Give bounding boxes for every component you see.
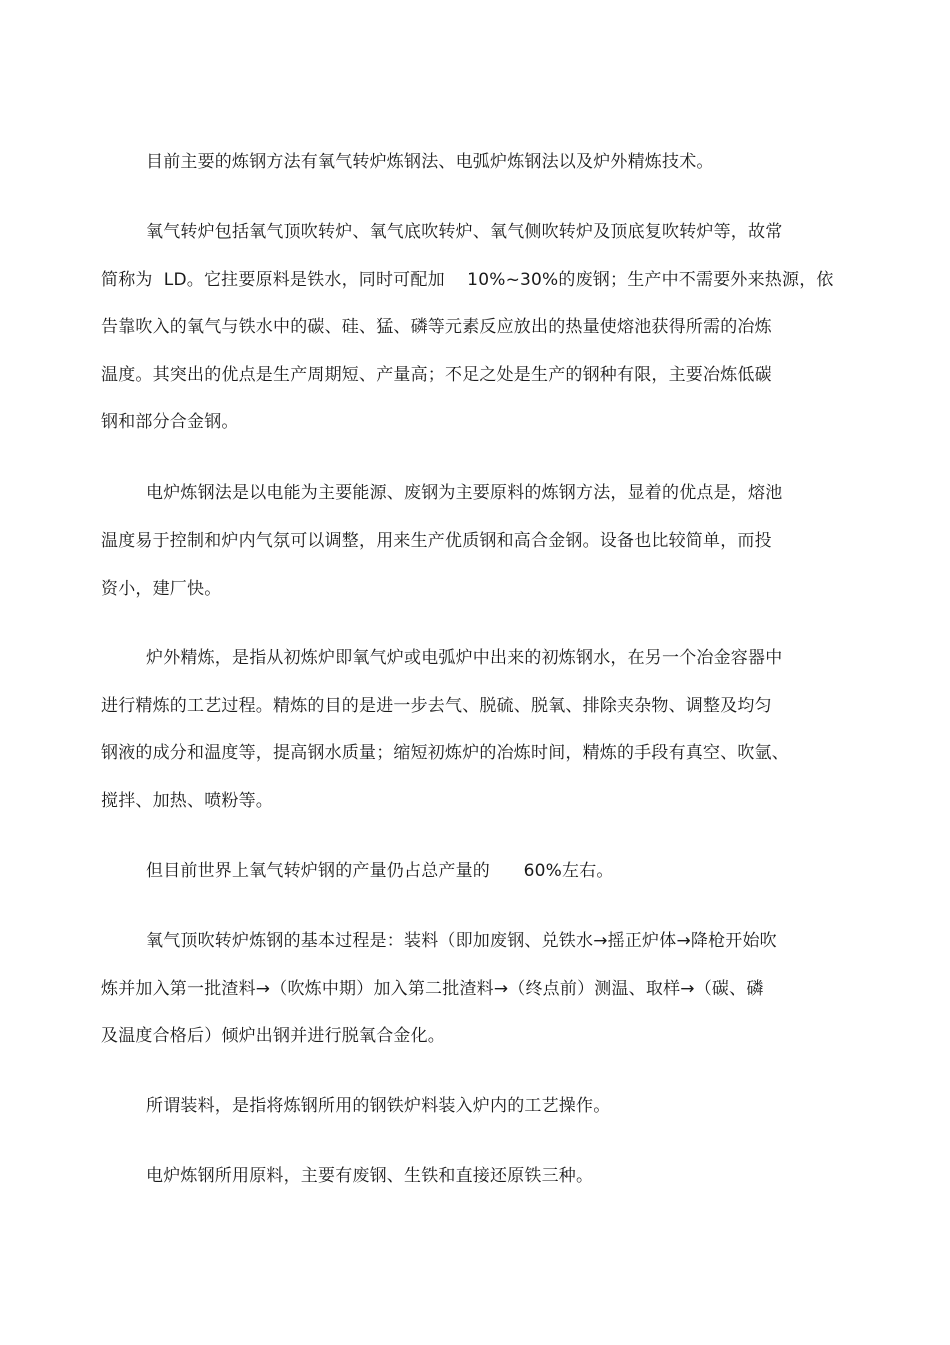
paragraph-7-line-1: 所谓装料，是指将炼钢所用的钢铁炉料装入炉内的工艺操作。 <box>146 1096 611 1116</box>
paragraph-6-line-3: 及温度合格后）倾炉出钢并进行脱氧合金化。 <box>101 1026 445 1046</box>
paragraph-3-line-1: 电炉炼钢法是以电能为主要能源、废钢为主要原料的炼钢方法，显着的优点是，熔池 <box>146 483 783 503</box>
paragraph-3-line-2: 温度易于控制和炉内气氛可以调整，用来生产优质钢和高合金钢。设备也比较简单，而投 <box>101 531 772 551</box>
paragraph-4-line-3: 钢液的成分和温度等，提高钢水质量；缩短初炼炉的冶炼时间，精炼的手段有真空、吹氩、 <box>101 743 789 763</box>
paragraph-3-line-3: 资小，建厂快。 <box>101 579 222 599</box>
paragraph-2-line-5: 钢和部分合金钢。 <box>101 412 239 432</box>
paragraph-8-line-1: 电炉炼钢所用原料，主要有废钢、生铁和直接还原铁三种。 <box>146 1166 594 1186</box>
paragraph-5-line-1: 但目前世界上氧气转炉钢的产量仍占总产量的 60%左右。 <box>146 861 614 881</box>
paragraph-2-line-3: 告靠吹入的氧气与铁水中的碳、硅、猛、磷等元素反应放出的热量使熔池获得所需的冶炼 <box>101 317 772 337</box>
paragraph-6-line-2: 炼并加入第一批渣料→（吹炼中期）加入第二批渣料→（终点前）测温、取样→（碳、磷 <box>101 979 764 999</box>
paragraph-6-line-1: 氧气顶吹转炉炼钢的基本过程是：装料（即加废钢、兑铁水→摇正炉体→降枪开始吹 <box>146 931 777 951</box>
paragraph-4-line-1: 炉外精炼，是指从初炼炉即氧气炉或电弧炉中出来的初炼钢水，在另一个冶金容器中 <box>146 648 783 668</box>
paragraph-4-line-2: 进行精炼的工艺过程。精炼的目的是进一步去气、脱硫、脱氧、排除夹杂物、调整及均匀 <box>101 696 772 716</box>
paragraph-2-line-4: 温度。其突出的优点是生产周期短、产量高；不足之处是生产的钢种有限，主要冶炼低碳 <box>101 365 772 385</box>
paragraph-1-line-1: 目前主要的炼钢方法有氧气转炉炼钢法、电弧炉炼钢法以及炉外精炼技术。 <box>146 152 714 172</box>
paragraph-2-line-1: 氧气转炉包括氧气顶吹转炉、氧气底吹转炉、氧气侧吹转炉及顶底复吹转炉等，故常 <box>146 222 783 242</box>
paragraph-4-line-4: 搅拌、加热、喷粉等。 <box>101 791 273 811</box>
paragraph-2-line-2: 简称为 LD。它拄要原料是铁水，同时可配加 10%~30%的废钢；生产中不需要外来热源，依 <box>101 270 834 290</box>
